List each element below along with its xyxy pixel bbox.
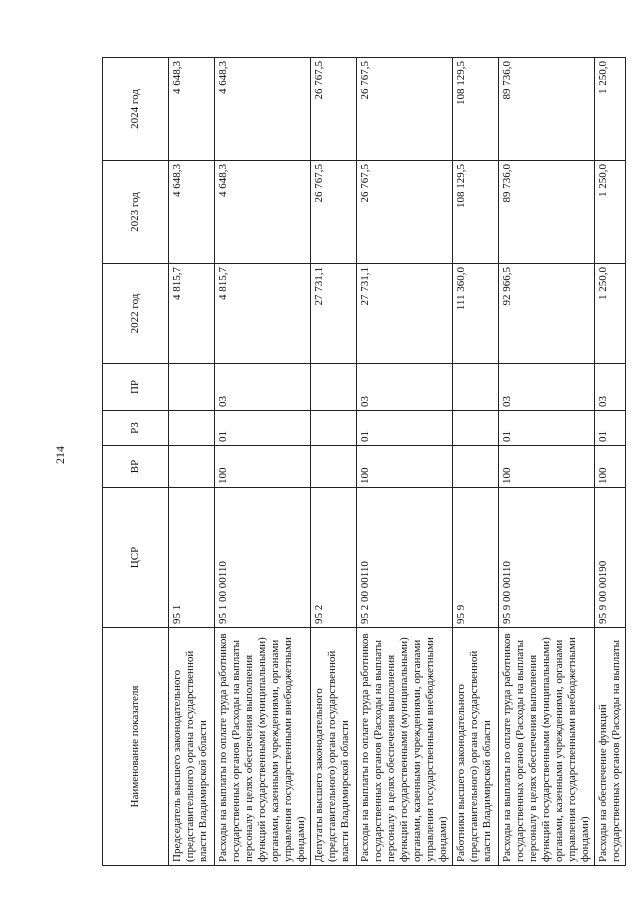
cell-2023: 4 648,3 <box>215 161 311 264</box>
cell-2022: 27 731,1 <box>357 264 453 364</box>
page-number: 214 <box>52 446 67 464</box>
cell-csr: 95 1 <box>169 488 215 628</box>
cell-2023: 4 648,3 <box>169 161 215 264</box>
cell-pr <box>453 364 499 411</box>
cell-2022: 92 966,5 <box>499 264 595 364</box>
cell-pr <box>169 364 215 411</box>
cell-2024: 26 767,5 <box>311 58 357 161</box>
cell-2024: 89 736,0 <box>499 58 595 161</box>
cell-2023: 89 736,0 <box>499 161 595 264</box>
cell-pr: 03 <box>215 364 311 411</box>
cell-2023: 1 250,0 <box>595 161 626 264</box>
cell-2023: 26 767,5 <box>357 161 453 264</box>
cell-name: Расходы на выплаты по оплате труда работников государственных органов (Расходы на выплаты персоналу в целях обеспечения выполнения функций государственными (муниципальными) органами, казенными учреждениями, органами управления государственными внебюджетными фондами) <box>357 628 453 866</box>
cell-rz <box>169 411 215 446</box>
header-csr: ЦСР <box>103 488 169 628</box>
header-2024: 2024 год <box>103 58 169 161</box>
cell-csr: 95 9 00 00190 <box>595 488 626 628</box>
cell-vr: 100 <box>215 446 311 488</box>
cell-rz <box>311 411 357 446</box>
cell-2024: 108 129,5 <box>453 58 499 161</box>
cell-rz: 01 <box>499 411 595 446</box>
cell-vr <box>311 446 357 488</box>
cell-name: Председатель высшего законодательного (представительного) органа государственной власти Владимирской области <box>169 628 215 866</box>
cell-pr: 03 <box>357 364 453 411</box>
cell-csr: 95 9 <box>453 488 499 628</box>
cell-name: Расходы на выплаты по оплате труда работников государственных органов (Расходы на выплаты персоналу в целях обеспечения выполнения функций государственными (муниципальными) органами, казенными учреждениями, органами управления государственными внебюджетными фондами) <box>215 628 311 866</box>
table-row <box>453 58 499 866</box>
cell-rz: 01 <box>595 411 626 446</box>
budget-table-rotated <box>102 58 622 866</box>
cell-2024: 26 767,5 <box>357 58 453 161</box>
cell-2024: 4 648,3 <box>169 58 215 161</box>
cell-pr: 03 <box>499 364 595 411</box>
cell-vr: 100 <box>499 446 595 488</box>
cell-name: Депутаты высшего законодательного (представительного) органа государственной власти Владимирской области <box>311 628 357 866</box>
header-vr: ВР <box>103 446 169 488</box>
cell-2023: 108 129,5 <box>453 161 499 264</box>
cell-rz: 01 <box>215 411 311 446</box>
cell-2024: 4 648,3 <box>215 58 311 161</box>
table-row <box>357 58 453 866</box>
table-row <box>215 58 311 866</box>
cell-rz: 01 <box>357 411 453 446</box>
table-row <box>595 58 626 866</box>
table-row <box>311 58 357 866</box>
cell-2022: 27 731,1 <box>311 264 357 364</box>
cell-2022: 111 360,0 <box>453 264 499 364</box>
cell-2024: 1 250,0 <box>595 58 626 161</box>
cell-csr: 95 2 00 00110 <box>357 488 453 628</box>
cell-csr: 95 9 00 00110 <box>499 488 595 628</box>
cell-csr: 95 2 <box>311 488 357 628</box>
cell-pr <box>311 364 357 411</box>
table-row <box>499 58 595 866</box>
header-name: Наименование показателя <box>103 628 169 866</box>
header-2023: 2023 год <box>103 161 169 264</box>
cell-csr: 95 1 00 00110 <box>215 488 311 628</box>
header-2022: 2022 год <box>103 264 169 364</box>
cell-pr: 03 <box>595 364 626 411</box>
cell-2022: 4 815,7 <box>215 264 311 364</box>
cell-2022: 4 815,7 <box>169 264 215 364</box>
cell-vr <box>169 446 215 488</box>
cell-rz <box>453 411 499 446</box>
header-row <box>103 58 169 866</box>
cell-2023: 26 767,5 <box>311 161 357 264</box>
budget-table <box>102 57 626 866</box>
header-pr: ПР <box>103 364 169 411</box>
cell-name: Работники высшего законодательного (представительного) органа государственной власти Владимирской области <box>453 628 499 866</box>
cell-vr: 100 <box>357 446 453 488</box>
table-row <box>169 58 215 866</box>
cell-name: Расходы на выплаты по оплате труда работников государственных органов (Расходы на выплаты персоналу в целях обеспечения выполнения функций государственными (муниципальными) органами, казенными учреждениями, органами управления государственными внебюджетными фондами) <box>499 628 595 866</box>
cell-vr <box>453 446 499 488</box>
header-rz: РЗ <box>103 411 169 446</box>
cell-name: Расходы на обеспечение функций государственных органов (Расходы на выплаты <box>595 628 626 866</box>
cell-vr: 100 <box>595 446 626 488</box>
cell-2022: 1 250,0 <box>595 264 626 364</box>
